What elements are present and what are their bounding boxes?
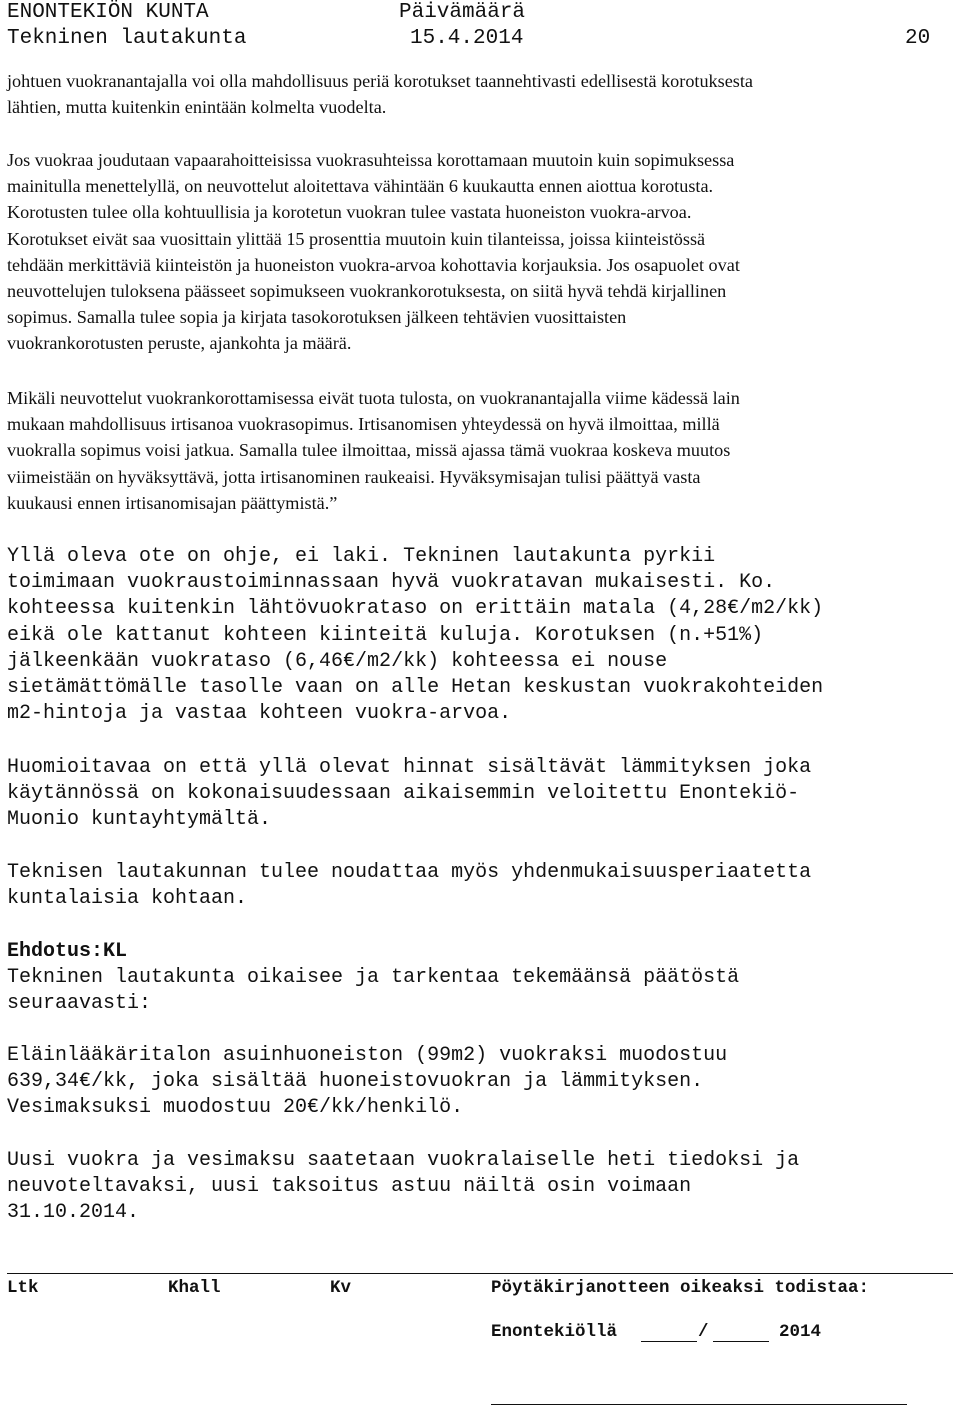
text-line: Vesimaksuksi muodostuu 20€/kk/henkilö. bbox=[7, 1096, 464, 1120]
text-line: neuvoteltavaksi, uusi taksoitus astuu näiltä osin voimaan bbox=[7, 1175, 692, 1199]
footer-certify: Pöytäkirjanotteen oikeaksi todistaa: bbox=[491, 1278, 870, 1298]
text-line: Tekninen lautakunta oikaisee ja tarkentaa tekemäänsä päätöstä bbox=[7, 966, 740, 989]
paragraph-effective-date bbox=[7, 1148, 947, 1227]
text-line: johtuen vuokranantajalla voi olla mahdollisuus periä korotukset taannehtivasti edellisestä korotuksesta bbox=[7, 71, 754, 91]
text-line: Jos vuokraa joudutaan vapaarahoitteisissa vuokrasuhteissa korottamaan muutoin kuin sopimuksessa bbox=[7, 150, 735, 170]
text-line: käytännössä on kokonaisuudessaan aikaisemmin veloitettu Enontekiö- bbox=[7, 782, 800, 806]
text-line: Korotusten tulee olla kohtuullisia ja korotetun vuokran tulee vastata huoneiston vuokra-arvoa. bbox=[7, 202, 692, 223]
text-line: Mikäli neuvottelut vuokrankorottamisessa eivät tuota tulosta, on vuokranantajalla viime kädessä lain bbox=[7, 388, 740, 408]
municipality-name: ENONTEKIÖN KUNTA bbox=[7, 1, 209, 24]
paragraph-equality-principle bbox=[7, 860, 947, 912]
footer-divider bbox=[7, 1273, 953, 1274]
text-line: 639,34€/kk, joka sisältää huoneistovuokran ja lämmityksen. bbox=[7, 1070, 704, 1094]
text-line: vuokralla sopimus voisi jatkua. Samalla tulee ilmoittaa, missä ajassa tämä vuokraa koskeva muutos bbox=[7, 440, 731, 461]
text-line: m2-hintoja ja vastaa kohteen vuokra-arvoa. bbox=[7, 702, 512, 726]
text-line: Teknisen lautakunnan tulee noudattaa myös yhdenmukaisuusperiaatetta bbox=[7, 861, 812, 884]
paragraph-termination bbox=[7, 385, 947, 516]
text-line: Uusi vuokra ja vesimaksu saatetaan vuokralaiselle heti tiedoksi ja bbox=[7, 1149, 800, 1172]
text-line: lähtien, mutta kuitenkin enintään kolmelta vuodelta. bbox=[7, 97, 387, 118]
text-line: Korotukset eivät saa vuosittain ylittää 15 prosenttia muutoin kuin tilanteissa, joissa kiinteistössä bbox=[7, 228, 706, 249]
signature-line bbox=[491, 1404, 907, 1405]
text-line: mainitulla menettelyllä, on neuvottelut aloitettava vähintään 6 kuukautta ennen aiottua korotusta. bbox=[7, 176, 714, 197]
text-line: vuokrankorotusten peruste, ajankohta ja määrä. bbox=[7, 333, 352, 354]
paragraph-heating-note bbox=[7, 755, 947, 834]
text-line: sopimus. Samalla tulee sopia ja kirjata tasokorotuksen jälkeen tehtävien vuosittaisten bbox=[7, 307, 627, 328]
text-line: viimeistään on hyväksyttävä, jotta irtisanominen raukeaisi. Hyväksymisajan tulisi päättyä vasta bbox=[7, 466, 701, 487]
text-line: toimimaan vuokraustoiminnassaan hyvä vuokratavan mukaisesti. Ko. bbox=[7, 571, 776, 595]
text-line: Muonio kuntayhtymältä. bbox=[7, 808, 272, 832]
text-line: Eläinlääkäritalon asuinhuoneiston (99m2) vuokraksi muodostuu bbox=[7, 1044, 728, 1067]
text-line: tehdään merkittäviä kiinteistön ja huoneiston vuokra-arvoa kohottavia korjauksia. Jos osapuolet ovat bbox=[7, 254, 740, 275]
paragraph-rent-increase-retroactive bbox=[7, 68, 947, 120]
text-line: Huomioitavaa on että yllä olevat hinnat sisältävät lämmityksen joka bbox=[7, 756, 812, 779]
footer-kv: Kv bbox=[330, 1278, 352, 1298]
text-line: neuvottelujen tuloksena päässeet sopimukseen vuokrankorotuksesta, on siitä hyvä tehdä kirjallinen bbox=[7, 281, 727, 302]
month-blank bbox=[713, 1341, 769, 1342]
text-line: kohteessa kuitenkin lähtövuokrataso on erittäin matala (4,28€/m2/kk) bbox=[7, 597, 824, 621]
text-line: kuntalaisia kohtaan. bbox=[7, 887, 248, 911]
text-line: kuukausi ennen irtisanomisajan päättymistä.” bbox=[7, 492, 338, 513]
text-line: seuraavasti: bbox=[7, 992, 152, 1016]
footer-place: Enontekiöllä bbox=[491, 1322, 618, 1342]
paragraph-negotiation-rules bbox=[7, 147, 947, 357]
date-label: Päivämäärä bbox=[399, 1, 526, 24]
text-line: Yllä oleva ote on ohje, ei laki. Tekninen lautakunta pyrkii bbox=[7, 545, 716, 568]
footer-khall: Khall bbox=[168, 1278, 221, 1298]
committee-name: Tekninen lautakunta bbox=[7, 27, 247, 50]
footer-year: 2014 bbox=[779, 1322, 822, 1342]
paragraph-rent-decision bbox=[7, 1043, 947, 1122]
page-number: 20 bbox=[905, 27, 931, 50]
day-blank bbox=[641, 1341, 697, 1342]
paragraph-guideline-note bbox=[7, 544, 947, 727]
footer-ltk: Ltk bbox=[7, 1278, 39, 1298]
text-line: eikä ole kattanut kohteen kiinteitä kuluja. Korotuksen (n.+51%) bbox=[7, 623, 764, 647]
text-line: jälkeenkään vuokrataso (6,46€/m2/kk) kohteessa ei nouse bbox=[7, 649, 668, 673]
text-line: mukaan mahdollisuus irtisanoa vuokrasopimus. Irtisanomisen yhteydessä on hyvä ilmoittaa, millä bbox=[7, 414, 720, 435]
text-line: 31.10.2014. bbox=[7, 1201, 140, 1225]
meeting-date: 15.4.2014 bbox=[410, 27, 524, 50]
paragraph-correction-intro bbox=[7, 965, 947, 1017]
text-line: sietämättömälle tasolle vaan on alle Hetan keskustan vuokrakohteiden bbox=[7, 676, 824, 700]
date-slash: / bbox=[698, 1322, 709, 1342]
proposal-heading: Ehdotus:KL bbox=[7, 940, 128, 963]
